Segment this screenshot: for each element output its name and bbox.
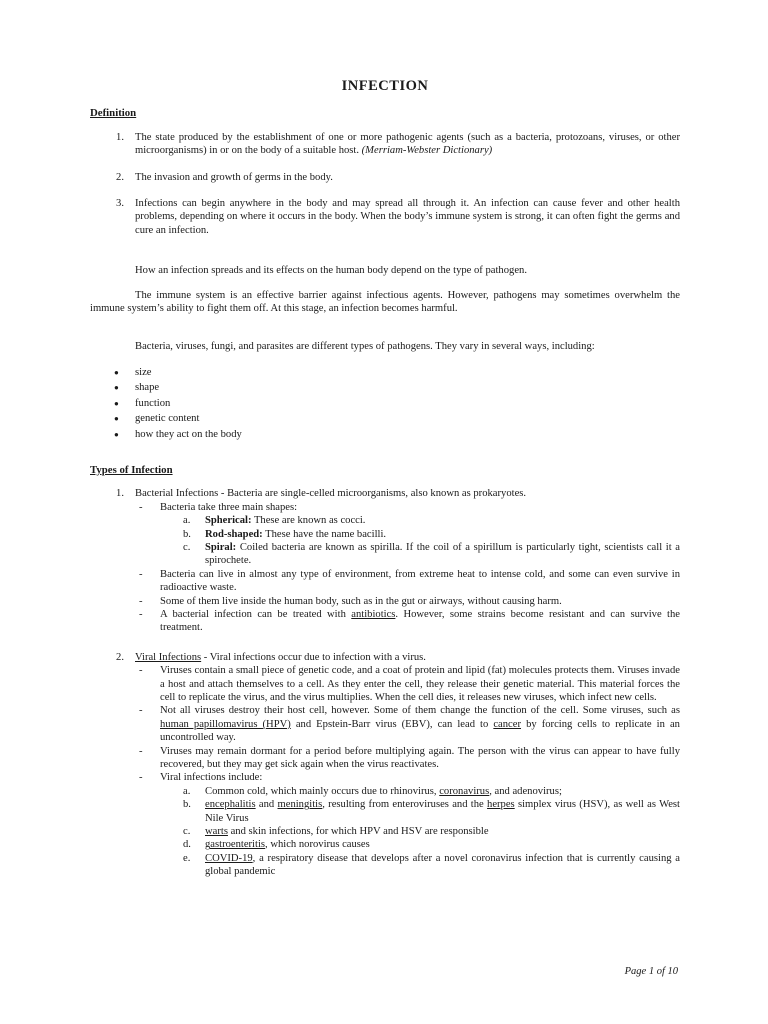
viral-title: Viral Infections - Viral infections occur due to infection with a virus. (135, 651, 426, 663)
list-item: - Viral infections include: a. Common cold, which mainly occurs due to rhinovirus, coronavirus, and adenovirus; b. encephalitis and meningitis, resulting from enteroviruses and the herpes simplex virus (HSV), as well as West Nile Virus c. warts and skin infections, for which HPV and HSV are responsible d. gastroenteritis, which norovirus causes e. COVID-19, a respiratory disease that develops after a novel coronavirus infection that is currently causing a global pandemic (139, 772, 680, 878)
herpes-link[interactable]: herpes (487, 799, 515, 811)
viral-list-intro: Viral infections include: (160, 772, 263, 784)
list-item: - Some of them live inside the human body, such as in the gut or airways, without causing harm. (139, 595, 562, 607)
bullet-icon: ● (114, 414, 119, 424)
list-item: b. encephalitis and meningitis, resulting from enteroviruses and the herpes simplex virus (HSV), as well as West Nile Virus (183, 799, 680, 824)
list-item: a. Spherical: These are known as cocci. (183, 515, 366, 527)
citation: (Merriam-Webster Dictionary) (361, 145, 493, 157)
coronavirus-link[interactable]: coronavirus (439, 785, 490, 797)
encephalitis-link[interactable]: encephalitis (205, 799, 256, 811)
item-text: Infections can begin anywhere in the body and may spread all through it. An infection can cause fever and other health problems, depending on where it occurs in the body. When the body’s immune system is strong, it can often fight the germs and cure an infection. (135, 198, 680, 236)
item-number: 2. (116, 651, 124, 663)
list-item: ● genetic content (90, 411, 680, 426)
list-item: b. Rod-shaped: These have the name bacilli. (183, 528, 387, 540)
item-text: The state produced by the establishment of one or more pathogenic agents (such as a bacteria, protozoans, viruses, or other microorganisms) in or on the body of a suitable host. (Merriam-Webster Dictionary) (135, 131, 680, 157)
list-item: ● function (90, 396, 680, 411)
shapes-intro: Bacteria take three main shapes: (160, 501, 298, 513)
viral-section (90, 651, 680, 879)
definition-item (90, 171, 680, 184)
list-item: ● shape (90, 380, 680, 395)
bullet-list (90, 365, 680, 442)
item-number: 2. (116, 171, 124, 183)
paragraph: Bacteria, viruses, fungi, and parasites are different types of pathogens. They vary in several ways, including: (135, 341, 595, 353)
bullet-icon: ● (114, 429, 119, 439)
paragraph: How an infection spreads and its effects on the human body depend on the type of pathogen. (135, 265, 527, 277)
bullet-icon: ● (114, 398, 119, 408)
definition-item (90, 197, 680, 237)
bacterial-title: Bacterial Infections - Bacteria are single-celled microorganisms, also known as prokaryotes. (135, 488, 527, 500)
page-number: Page 1 of 10 (624, 966, 678, 977)
viral-points (135, 664, 680, 879)
types-heading: Types of Infection (90, 463, 173, 476)
bullet-icon: ● (114, 383, 119, 393)
list-item: c. warts and skin infections, for which HPV and HSV are responsible (183, 826, 489, 838)
viral-infections-list (160, 785, 680, 879)
covid19-link[interactable]: COVID-19 (205, 852, 253, 864)
list-item: - Bacteria can live in almost any type of environment, from extreme heat to intense cold, and some can even survive in radioactive waste. (139, 568, 680, 594)
document-page (90, 80, 680, 892)
list-item: d. gastroenteritis, which norovirus causes (183, 839, 370, 851)
list-item: ● how they act on the body (90, 427, 680, 442)
list-item: - Bacteria take three main shapes: a. Spherical: These are known as cocci. b. Rod-shaped: These have the name bacilli. c. Spiral: Coiled bacteria are known as spirilla. If the coil of a spirillum is particularly tight, scientists call it a spirochete. (139, 501, 680, 567)
list-item: e. COVID-19, a respiratory disease that develops after a novel coronavirus infection that is currently causing a global pandemic (183, 852, 680, 878)
definition-heading: Definition (90, 107, 137, 120)
list-item: - Viruses may remain dormant for a period before multiplying again. The person with the virus can appear to have fully recovered, but they may get sick again when the virus reactivates. (139, 745, 680, 771)
list-item: - Not all viruses destroy their host cell, however. Some of them change the function of the cell. Some viruses, such as human papillomavirus (HPV) and Epstein-Barr virus (EBV), can lead to cancer by forcing cells to replicate in an uncontrolled way. (139, 705, 680, 744)
item-number: 1. (116, 131, 124, 143)
hpv-link[interactable]: human papillomavirus (HPV) (160, 718, 291, 730)
definition-item (90, 131, 680, 158)
list-item: a. Common cold, which mainly occurs due to rhinovirus, coronavirus, and adenovirus; (183, 785, 562, 797)
antibiotics-link[interactable]: antibiotics (351, 608, 396, 620)
gastroenteritis-link[interactable]: gastroenteritis (205, 839, 266, 851)
list-item: ● size (90, 365, 680, 380)
item-text: The invasion and growth of germs in the body. (135, 171, 333, 183)
item-number: 3. (116, 198, 124, 210)
bullet-icon: ● (114, 367, 119, 377)
warts-link[interactable]: warts (205, 826, 228, 838)
paragraph: The immune system is an effective barrier against infectious agents. However, pathogens may sometimes overwhelm the immune system’s ability to fight them off. At this stage, an infection becomes harmful. (90, 289, 680, 315)
list-item: c. Spiral: Coiled bacteria are known as spirilla. If the coil of a spirillum is particularly tight, scientists call it a spirochete. (183, 541, 680, 567)
meningitis-link[interactable]: meningitis (277, 799, 323, 811)
viral-infections-link[interactable]: Viral Infections (135, 651, 202, 663)
cancer-link[interactable]: cancer (493, 718, 521, 730)
list-item: - Viruses contain a small piece of genetic code, and a coat of protein and lipid (fat) molecules protects them. Viruses invade a host and attach themselves to a cell. As they enter the cell, they release their genetic material. This material forces the cell to replicate the virus, and the virus multiplies. When the cell dies, it releases new viruses, which infect new cells. (139, 665, 680, 703)
list-item: - A bacterial infection can be treated with antibiotics. However, some strains become resistant and can survive the treatment. (139, 608, 680, 634)
shapes-list (160, 514, 680, 568)
bacterial-points (135, 501, 680, 635)
page-title: INFECTION (341, 78, 429, 94)
item-number: 1. (116, 488, 124, 500)
bacterial-section (90, 487, 680, 634)
